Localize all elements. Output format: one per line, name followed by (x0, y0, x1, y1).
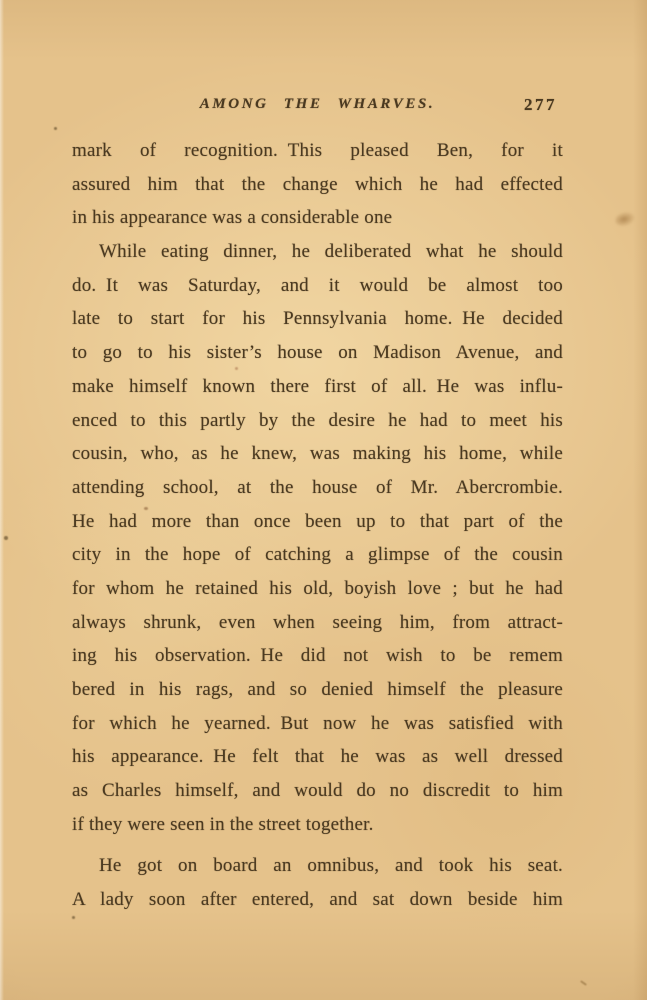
text-line: assured him that the change which he had effected (72, 173, 563, 195)
text-line: While eating dinner, he deliberated what he should (99, 241, 563, 263)
text-line: ing his observation. He did not wish to be remem (72, 645, 563, 667)
paper-fiber (580, 980, 587, 986)
paper-stain (614, 210, 637, 229)
running-title: AMONG THE WHARVES. (199, 96, 436, 112)
text-line: late to start for his Pennsylvania home. He decided (72, 308, 563, 330)
page-body (72, 134, 563, 917)
text-line: do. It was Saturday, and it would be almost too (72, 274, 563, 296)
text-line: He had more than once been up to that part of the (72, 510, 563, 532)
text-line: as Charles himself, and would do no discredit to him (72, 780, 563, 802)
text-line: He got on board an omnibus, and took his seat. (99, 855, 563, 877)
text-line: to go to his sister’s house on Madison Avenue, and (72, 342, 563, 364)
paper-speck (54, 127, 57, 130)
text-line: make himself known there first of all. He was influ- (72, 375, 563, 397)
text-line: cousin, who, as he knew, was making his home, while (72, 443, 563, 465)
paper-speck (144, 507, 148, 510)
paper-speck (235, 367, 238, 370)
text-line: for whom he retained his old, boyish love ; but he had (72, 577, 563, 599)
text-line: always shrunk, even when seeing him, from attract- (72, 611, 563, 633)
text-line: bered in his rags, and so denied himself the pleasure (72, 679, 563, 700)
text-line: his appearance. He felt that he was as well dressed (72, 746, 563, 768)
text-line: A lady soon after entered, and sat down beside him (72, 889, 563, 911)
text-line: enced to this partly by the desire he had to meet his (72, 409, 563, 431)
text-line: in his appearance was a considerable one (72, 207, 393, 229)
text-line: attending school, at the house of Mr. Abercrombie. (72, 476, 563, 498)
page-number: 277 (524, 95, 557, 114)
paper-speck (72, 916, 75, 919)
page-header (72, 96, 563, 118)
text-line: mark of recognition. This pleased Ben, for it (72, 140, 563, 161)
text-line: for which he yearned. But now he was satisfied with (72, 712, 563, 734)
paper-speck (4, 536, 8, 540)
text-line: city in the hope of catching a glimpse of the cousin (72, 544, 563, 566)
text-line: if they were seen in the street together. (72, 813, 374, 835)
